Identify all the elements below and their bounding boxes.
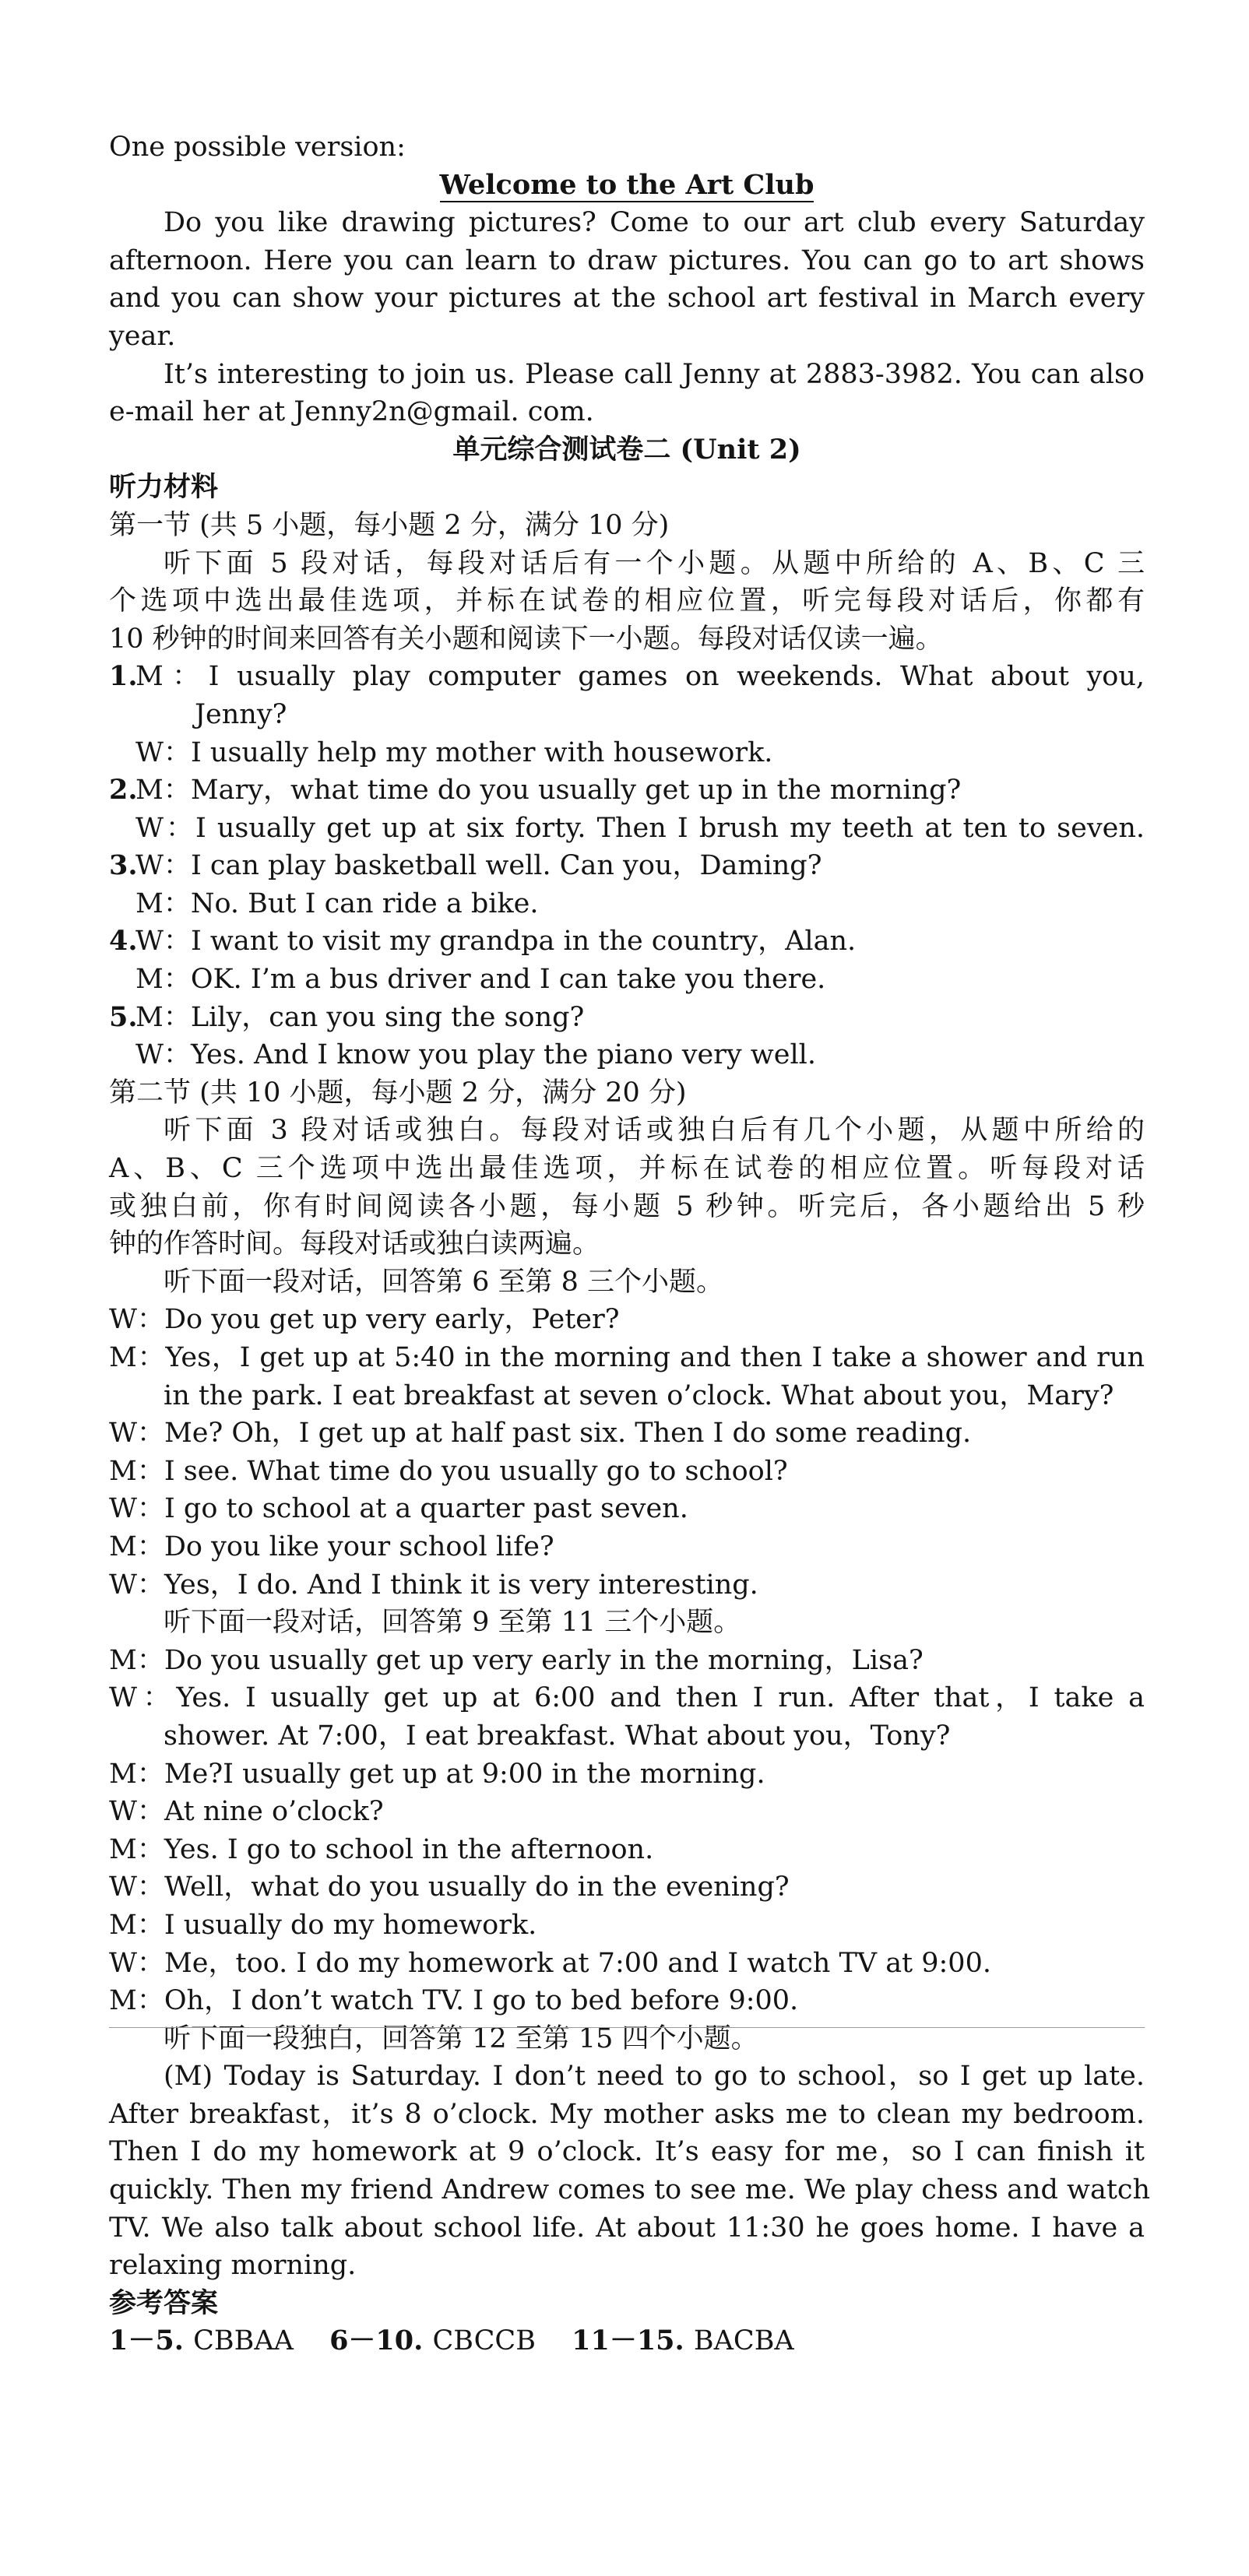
part3-line: TV. We also talk about school life. At about 11:30 he goes home. I have a <box>109 2212 1145 2244</box>
essay-paragraph-line: e-mail her at Jenny2n@gmail. com. <box>109 396 594 428</box>
answer-group-label: 6－10. <box>329 2325 424 2357</box>
dialogue-2-line: W：I usually get up at six forty. Then I brush my teeth at ten to seven. <box>135 812 1145 844</box>
answers-line <box>109 2322 1145 2360</box>
dialogue-4-line: M：OK. I’m a bus driver and I can take you there. <box>135 964 826 996</box>
part2-line: M：Do you usually get up very early in the morning，Lisa? <box>109 1644 924 1676</box>
part3-intro: 听下面一段独白，回答第 12 至第 15 四个小题。 <box>164 2022 758 2054</box>
dialogue-1-line: Jenny? <box>195 698 287 730</box>
answer-group-value: BACBA <box>693 2325 794 2357</box>
part1-line: in the park. I eat breakfast at seven o’clock. What about you，Mary? <box>164 1379 1114 1411</box>
part2-line: M：Yes. I go to school in the afternoon. <box>109 1833 654 1865</box>
part3-line: After breakfast，it’s 8 o’clock. My mother asks me to clean my bedroom. <box>109 2098 1145 2130</box>
part2-line: shower. At 7:00，I eat breakfast. What about you，Tony? <box>164 1720 951 1752</box>
dialogue-2-line: 2.M：Mary，what time do you usually get up in the morning? <box>109 771 1145 810</box>
dialogue-5-line: W：Yes. And I know you play the piano very well. <box>135 1039 816 1071</box>
answer-group-value: CBBAA <box>193 2325 294 2357</box>
essay-paragraph-line: and you can show your pictures at the school art festival in March every <box>109 283 1145 315</box>
section2-instructions-line: 钟的作答时间。每段对话或独白读两遍。 <box>109 1228 600 1260</box>
dialogue-number: 2. <box>109 774 138 807</box>
section1-heading: 第一节 (共 5 小题，每小题 2 分，满分 10 分) <box>109 509 670 541</box>
dialogue-4-line: 4.W：I want to visit my grandpa in the country，Alan. <box>109 923 1145 961</box>
essay-intro: One possible version: <box>109 132 406 163</box>
dialogue-number: 3. <box>109 849 138 882</box>
part1-line: M：I see. What time do you usually go to school? <box>109 1455 788 1487</box>
divider-line <box>109 2027 1145 2028</box>
part2-line: W：At nine o’clock? <box>109 1796 384 1828</box>
part1-line: W：Me? Oh，I get up at half past six. Then I do some reading. <box>109 1418 972 1450</box>
answer-group-label: 11－15. <box>572 2325 684 2357</box>
listening-heading: 听力材料 <box>109 471 219 504</box>
part3-line: quickly. Then my friend Andrew comes to see me. We play chess and watch <box>109 2174 1151 2206</box>
part1-intro: 听下面一段对话，回答第 6 至第 8 三个小题。 <box>164 1266 724 1298</box>
dialogue-number: 5. <box>109 1000 138 1033</box>
part1-line: W：Yes，I do. And I think it is very interesting. <box>109 1569 758 1601</box>
essay-paragraph-line: Do you like drawing pictures? Come to our art club every Saturday <box>164 207 1145 239</box>
dialogue-1-line: W：I usually help my mother with housework. <box>135 736 773 768</box>
dialogue-3-line: M：No. But I can ride a bike. <box>135 887 539 919</box>
section1-instructions-line: 听下面 5 段对话，每段对话后有一个小题。从题中所给的 A、B、C 三 <box>164 547 1145 579</box>
part3-line: Then I do my homework at 9 o’clock. It’s easy for me，so I can finish it <box>109 2136 1145 2168</box>
test-title: 单元综合测试卷二 (Unit 2) <box>452 433 801 466</box>
part2-line: M：I usually do my homework. <box>109 1909 537 1941</box>
dialogue-5-line: 5.M：Lily，can you sing the song? <box>109 999 1145 1037</box>
part2-line: W：Me，too. I do my homework at 7:00 and I watch TV at 9:00. <box>109 1947 991 1979</box>
section2-instructions-line: A、B、C 三个选项中选出最佳选项，并标在试卷的相应位置。听每段对话 <box>109 1153 1145 1185</box>
page-content <box>109 128 1151 2360</box>
dialogue-1-line: 1.M：I usually play computer games on weekends. What about you, <box>109 658 1145 696</box>
essay-paragraph-line: It’s interesting to join us. Please call Jenny at 2883-3982. You can also <box>164 358 1145 390</box>
part3-line: relaxing morning. <box>109 2250 357 2282</box>
answer-group-label: 1－5. <box>109 2325 184 2357</box>
part1-line: W：Do you get up very early，Peter? <box>109 1304 620 1336</box>
section2-instructions-line: 或独白前，你有时间阅读各小题，每小题 5 秒钟。听完后，各小题给出 5 秒 <box>109 1190 1145 1222</box>
dialogue-number: 1. <box>109 660 138 693</box>
part2-line: M：Oh，I don’t watch TV. I go to bed before 9:00. <box>109 1985 799 2017</box>
section1-instructions-line: 个选项中选出最佳选项，并标在试卷的相应位置，听完每段对话后，你都有 <box>109 585 1145 617</box>
dialogue-number: 4. <box>109 925 138 958</box>
essay-paragraph-line: afternoon. Here you can learn to draw pictures. You can go to art shows <box>109 244 1145 276</box>
answers-heading: 参考答案 <box>109 2286 219 2319</box>
part1-line: M：Yes，I get up at 5:40 in the morning and then I take a shower and run <box>109 1342 1145 1373</box>
section1-instructions-line: 10 秒钟的时间来回答有关小题和阅读下一小题。每段对话仅读一遍。 <box>109 623 943 655</box>
essay-title-line <box>109 167 1145 205</box>
part3-line: (M) Today is Saturday. I don’t need to go to school，so I get up late. <box>164 2061 1145 2093</box>
part1-line: M：Do you like your school life? <box>109 1530 554 1562</box>
part2-intro: 听下面一段对话，回答第 9 至第 11 三个小题。 <box>164 1607 741 1639</box>
part2-line: M：Me?I usually get up at 9:00 in the morning. <box>109 1758 765 1790</box>
essay-title: Welcome to the Art Club <box>439 168 814 201</box>
dialogue-3-line: 3.W：I can play basketball well. Can you，Daming? <box>109 847 1145 885</box>
part1-line: W：I go to school at a quarter past seven. <box>109 1493 688 1525</box>
section2-heading: 第二节 (共 10 小题，每小题 2 分，满分 20 分) <box>109 1077 687 1109</box>
essay-paragraph-line: year. <box>109 320 176 352</box>
section2-instructions-line: 听下面 3 段对话或独白。每段对话或独白后有几个小题，从题中所给的 <box>164 1115 1145 1147</box>
part2-line: W：Yes. I usually get up at 6:00 and then I run. After that，I take a <box>109 1682 1145 1714</box>
part2-line: W：Well，what do you usually do in the evening? <box>109 1871 790 1903</box>
answer-group-value: CBCCB <box>432 2325 536 2357</box>
